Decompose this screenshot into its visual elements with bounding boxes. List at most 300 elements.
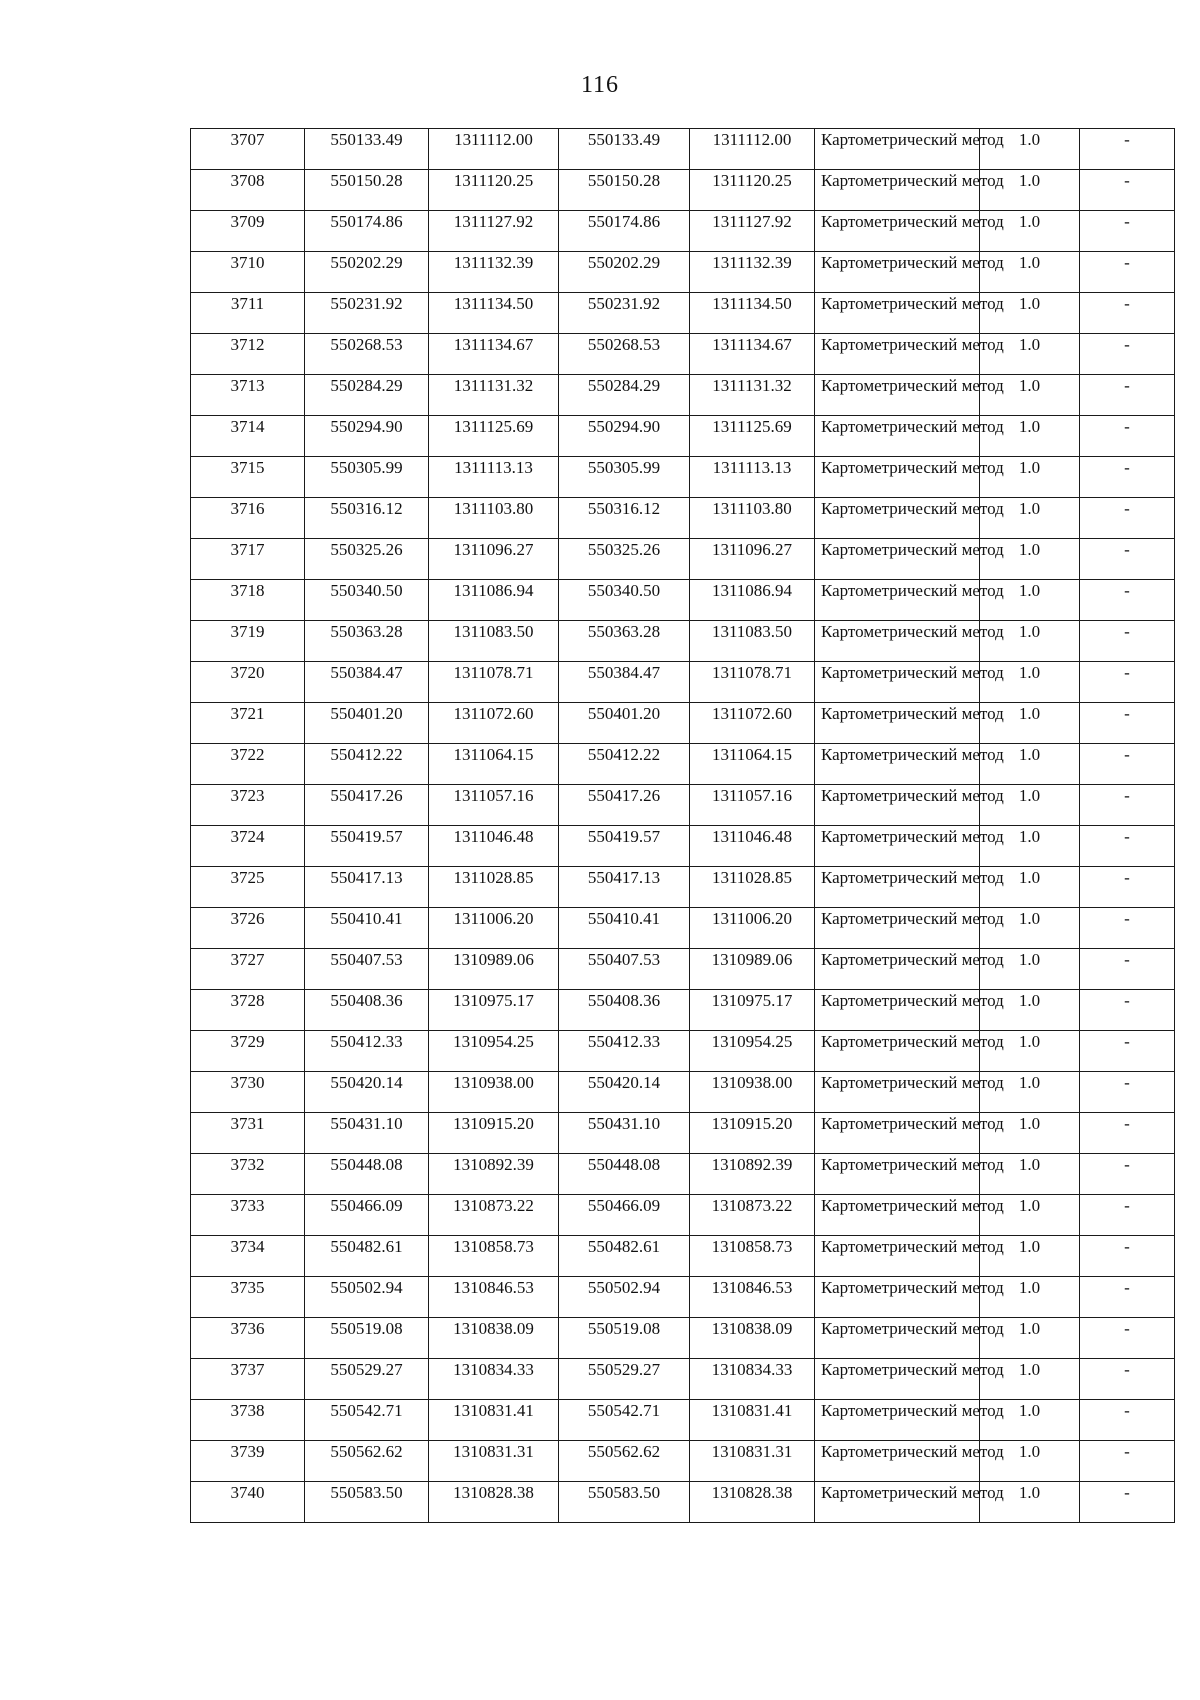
- table-row: [191, 662, 1175, 703]
- accuracy-cell: 1.0: [980, 1154, 1080, 1195]
- accuracy-cell: 1.0: [980, 1359, 1080, 1400]
- method-cell: Картометрический метод: [815, 621, 980, 662]
- x-coordinate-new-cell: 550519.08: [559, 1318, 690, 1359]
- x-coordinate-new-cell: 550412.33: [559, 1031, 690, 1072]
- y-coordinate-cell: 1311113.13: [429, 457, 559, 498]
- coordinates-table: [190, 128, 1175, 1523]
- x-coordinate-cell: 550231.92: [305, 293, 429, 334]
- method-cell: Картометрический метод: [815, 1359, 980, 1400]
- note-cell: -: [1080, 1031, 1175, 1072]
- point-number-cell: 3727: [191, 949, 305, 990]
- y-coordinate-new-cell: 1310831.31: [690, 1441, 815, 1482]
- note-cell: -: [1080, 1359, 1175, 1400]
- accuracy-cell: 1.0: [980, 457, 1080, 498]
- accuracy-cell: 1.0: [980, 416, 1080, 457]
- x-coordinate-cell: 550133.49: [305, 129, 429, 170]
- x-coordinate-cell: 550482.61: [305, 1236, 429, 1277]
- note-cell: -: [1080, 293, 1175, 334]
- note-cell: -: [1080, 1482, 1175, 1523]
- method-cell: Картометрический метод: [815, 252, 980, 293]
- x-coordinate-cell: 550294.90: [305, 416, 429, 457]
- table-row: [191, 1441, 1175, 1482]
- accuracy-cell: 1.0: [980, 867, 1080, 908]
- point-number-cell: 3712: [191, 334, 305, 375]
- y-coordinate-new-cell: 1311078.71: [690, 662, 815, 703]
- y-coordinate-new-cell: 1311006.20: [690, 908, 815, 949]
- y-coordinate-new-cell: 1311096.27: [690, 539, 815, 580]
- method-cell: Картометрический метод: [815, 1072, 980, 1113]
- x-coordinate-new-cell: 550231.92: [559, 293, 690, 334]
- y-coordinate-new-cell: 1310892.39: [690, 1154, 815, 1195]
- y-coordinate-cell: 1311028.85: [429, 867, 559, 908]
- point-number-cell: 3740: [191, 1482, 305, 1523]
- x-coordinate-cell: 550419.57: [305, 826, 429, 867]
- x-coordinate-cell: 550431.10: [305, 1113, 429, 1154]
- y-coordinate-cell: 1311078.71: [429, 662, 559, 703]
- point-number-cell: 3733: [191, 1195, 305, 1236]
- table-row: [191, 129, 1175, 170]
- accuracy-cell: 1.0: [980, 252, 1080, 293]
- point-number-cell: 3731: [191, 1113, 305, 1154]
- x-coordinate-new-cell: 550417.26: [559, 785, 690, 826]
- method-cell: Картометрический метод: [815, 539, 980, 580]
- x-coordinate-new-cell: 550417.13: [559, 867, 690, 908]
- y-coordinate-cell: 1310846.53: [429, 1277, 559, 1318]
- table-row: [191, 252, 1175, 293]
- accuracy-cell: 1.0: [980, 662, 1080, 703]
- x-coordinate-new-cell: 550325.26: [559, 539, 690, 580]
- y-coordinate-cell: 1311112.00: [429, 129, 559, 170]
- x-coordinate-cell: 550340.50: [305, 580, 429, 621]
- table-row: [191, 1195, 1175, 1236]
- point-number-cell: 3737: [191, 1359, 305, 1400]
- note-cell: -: [1080, 1277, 1175, 1318]
- accuracy-cell: 1.0: [980, 211, 1080, 252]
- method-cell: Картометрический метод: [815, 867, 980, 908]
- note-cell: -: [1080, 785, 1175, 826]
- accuracy-cell: 1.0: [980, 580, 1080, 621]
- y-coordinate-new-cell: 1310838.09: [690, 1318, 815, 1359]
- method-cell: Картометрический метод: [815, 457, 980, 498]
- y-coordinate-cell: 1310975.17: [429, 990, 559, 1031]
- accuracy-cell: 1.0: [980, 1195, 1080, 1236]
- method-cell: Картометрический метод: [815, 416, 980, 457]
- y-coordinate-new-cell: 1311028.85: [690, 867, 815, 908]
- y-coordinate-new-cell: 1311125.69: [690, 416, 815, 457]
- x-coordinate-cell: 550316.12: [305, 498, 429, 539]
- method-cell: Картометрический метод: [815, 826, 980, 867]
- note-cell: -: [1080, 457, 1175, 498]
- note-cell: -: [1080, 1236, 1175, 1277]
- x-coordinate-new-cell: 550384.47: [559, 662, 690, 703]
- method-cell: Картометрический метод: [815, 1277, 980, 1318]
- table-row: [191, 621, 1175, 662]
- accuracy-cell: 1.0: [980, 293, 1080, 334]
- x-coordinate-new-cell: 550407.53: [559, 949, 690, 990]
- x-coordinate-new-cell: 550410.41: [559, 908, 690, 949]
- accuracy-cell: 1.0: [980, 539, 1080, 580]
- point-number-cell: 3716: [191, 498, 305, 539]
- y-coordinate-new-cell: 1311072.60: [690, 703, 815, 744]
- point-number-cell: 3709: [191, 211, 305, 252]
- point-number-cell: 3720: [191, 662, 305, 703]
- y-coordinate-new-cell: 1310954.25: [690, 1031, 815, 1072]
- point-number-cell: 3710: [191, 252, 305, 293]
- y-coordinate-new-cell: 1310938.00: [690, 1072, 815, 1113]
- note-cell: -: [1080, 375, 1175, 416]
- accuracy-cell: 1.0: [980, 1318, 1080, 1359]
- y-coordinate-cell: 1310858.73: [429, 1236, 559, 1277]
- y-coordinate-new-cell: 1311120.25: [690, 170, 815, 211]
- point-number-cell: 3714: [191, 416, 305, 457]
- y-coordinate-new-cell: 1311083.50: [690, 621, 815, 662]
- x-coordinate-new-cell: 550305.99: [559, 457, 690, 498]
- note-cell: -: [1080, 1195, 1175, 1236]
- x-coordinate-new-cell: 550412.22: [559, 744, 690, 785]
- point-number-cell: 3739: [191, 1441, 305, 1482]
- note-cell: -: [1080, 1113, 1175, 1154]
- method-cell: Картометрический метод: [815, 580, 980, 621]
- table-row: [191, 990, 1175, 1031]
- y-coordinate-cell: 1311006.20: [429, 908, 559, 949]
- x-coordinate-cell: 550542.71: [305, 1400, 429, 1441]
- note-cell: -: [1080, 826, 1175, 867]
- x-coordinate-cell: 550150.28: [305, 170, 429, 211]
- x-coordinate-cell: 550363.28: [305, 621, 429, 662]
- method-cell: Картометрический метод: [815, 990, 980, 1031]
- note-cell: -: [1080, 129, 1175, 170]
- x-coordinate-cell: 550583.50: [305, 1482, 429, 1523]
- point-number-cell: 3708: [191, 170, 305, 211]
- y-coordinate-new-cell: 1310858.73: [690, 1236, 815, 1277]
- point-number-cell: 3713: [191, 375, 305, 416]
- table-row: [191, 1400, 1175, 1441]
- method-cell: Картометрический метод: [815, 1113, 980, 1154]
- method-cell: Картометрический метод: [815, 1195, 980, 1236]
- x-coordinate-cell: 550174.86: [305, 211, 429, 252]
- y-coordinate-cell: 1311134.67: [429, 334, 559, 375]
- accuracy-cell: 1.0: [980, 785, 1080, 826]
- y-coordinate-new-cell: 1310834.33: [690, 1359, 815, 1400]
- point-number-cell: 3734: [191, 1236, 305, 1277]
- method-cell: Картометрический метод: [815, 1318, 980, 1359]
- y-coordinate-new-cell: 1310975.17: [690, 990, 815, 1031]
- y-coordinate-new-cell: 1310828.38: [690, 1482, 815, 1523]
- note-cell: -: [1080, 252, 1175, 293]
- table-row: [191, 1072, 1175, 1113]
- table-row: [191, 744, 1175, 785]
- x-coordinate-cell: 550466.09: [305, 1195, 429, 1236]
- y-coordinate-new-cell: 1310915.20: [690, 1113, 815, 1154]
- note-cell: -: [1080, 703, 1175, 744]
- x-coordinate-new-cell: 550466.09: [559, 1195, 690, 1236]
- method-cell: Картометрический метод: [815, 1236, 980, 1277]
- accuracy-cell: 1.0: [980, 949, 1080, 990]
- method-cell: Картометрический метод: [815, 703, 980, 744]
- y-coordinate-cell: 1310831.41: [429, 1400, 559, 1441]
- table-row: [191, 375, 1175, 416]
- x-coordinate-cell: 550268.53: [305, 334, 429, 375]
- method-cell: Картометрический метод: [815, 785, 980, 826]
- method-cell: Картометрический метод: [815, 949, 980, 990]
- accuracy-cell: 1.0: [980, 498, 1080, 539]
- table-row: [191, 703, 1175, 744]
- method-cell: Картометрический метод: [815, 1400, 980, 1441]
- method-cell: Картометрический метод: [815, 170, 980, 211]
- note-cell: -: [1080, 1318, 1175, 1359]
- point-number-cell: 3717: [191, 539, 305, 580]
- x-coordinate-new-cell: 550133.49: [559, 129, 690, 170]
- table-row: [191, 826, 1175, 867]
- point-number-cell: 3736: [191, 1318, 305, 1359]
- y-coordinate-cell: 1311131.32: [429, 375, 559, 416]
- note-cell: -: [1080, 867, 1175, 908]
- table-row: [191, 867, 1175, 908]
- method-cell: Картометрический метод: [815, 498, 980, 539]
- y-coordinate-new-cell: 1311131.32: [690, 375, 815, 416]
- y-coordinate-cell: 1310828.38: [429, 1482, 559, 1523]
- y-coordinate-cell: 1311134.50: [429, 293, 559, 334]
- accuracy-cell: 1.0: [980, 1113, 1080, 1154]
- x-coordinate-new-cell: 550284.29: [559, 375, 690, 416]
- x-coordinate-cell: 550284.29: [305, 375, 429, 416]
- x-coordinate-new-cell: 550420.14: [559, 1072, 690, 1113]
- x-coordinate-cell: 550412.22: [305, 744, 429, 785]
- point-number-cell: 3725: [191, 867, 305, 908]
- table-row: [191, 1236, 1175, 1277]
- y-coordinate-new-cell: 1311127.92: [690, 211, 815, 252]
- note-cell: -: [1080, 334, 1175, 375]
- table-row: [191, 785, 1175, 826]
- y-coordinate-new-cell: 1311134.50: [690, 293, 815, 334]
- y-coordinate-cell: 1310838.09: [429, 1318, 559, 1359]
- x-coordinate-new-cell: 550340.50: [559, 580, 690, 621]
- y-coordinate-cell: 1311046.48: [429, 826, 559, 867]
- note-cell: -: [1080, 621, 1175, 662]
- table-row: [191, 1359, 1175, 1400]
- x-coordinate-new-cell: 550294.90: [559, 416, 690, 457]
- x-coordinate-cell: 550562.62: [305, 1441, 429, 1482]
- y-coordinate-new-cell: 1311132.39: [690, 252, 815, 293]
- x-coordinate-cell: 550401.20: [305, 703, 429, 744]
- x-coordinate-cell: 550407.53: [305, 949, 429, 990]
- point-number-cell: 3728: [191, 990, 305, 1031]
- note-cell: -: [1080, 170, 1175, 211]
- point-number-cell: 3735: [191, 1277, 305, 1318]
- x-coordinate-cell: 550412.33: [305, 1031, 429, 1072]
- point-number-cell: 3719: [191, 621, 305, 662]
- y-coordinate-cell: 1311064.15: [429, 744, 559, 785]
- x-coordinate-cell: 550519.08: [305, 1318, 429, 1359]
- x-coordinate-cell: 550502.94: [305, 1277, 429, 1318]
- point-number-cell: 3715: [191, 457, 305, 498]
- y-coordinate-new-cell: 1311046.48: [690, 826, 815, 867]
- accuracy-cell: 1.0: [980, 990, 1080, 1031]
- x-coordinate-new-cell: 550401.20: [559, 703, 690, 744]
- accuracy-cell: 1.0: [980, 621, 1080, 662]
- y-coordinate-cell: 1310831.31: [429, 1441, 559, 1482]
- method-cell: Картометрический метод: [815, 1482, 980, 1523]
- accuracy-cell: 1.0: [980, 1482, 1080, 1523]
- note-cell: -: [1080, 1154, 1175, 1195]
- note-cell: -: [1080, 744, 1175, 785]
- accuracy-cell: 1.0: [980, 170, 1080, 211]
- point-number-cell: 3722: [191, 744, 305, 785]
- point-number-cell: 3732: [191, 1154, 305, 1195]
- table-row: [191, 1277, 1175, 1318]
- table-body: [191, 129, 1175, 1523]
- table-row: [191, 416, 1175, 457]
- x-coordinate-new-cell: 550431.10: [559, 1113, 690, 1154]
- x-coordinate-cell: 550529.27: [305, 1359, 429, 1400]
- y-coordinate-cell: 1311083.50: [429, 621, 559, 662]
- y-coordinate-new-cell: 1311112.00: [690, 129, 815, 170]
- x-coordinate-new-cell: 550502.94: [559, 1277, 690, 1318]
- y-coordinate-cell: 1310873.22: [429, 1195, 559, 1236]
- table-row: [191, 1154, 1175, 1195]
- y-coordinate-cell: 1311057.16: [429, 785, 559, 826]
- method-cell: Картометрический метод: [815, 293, 980, 334]
- table-row: [191, 1482, 1175, 1523]
- method-cell: Картометрический метод: [815, 375, 980, 416]
- accuracy-cell: 1.0: [980, 908, 1080, 949]
- note-cell: -: [1080, 908, 1175, 949]
- y-coordinate-new-cell: 1311134.67: [690, 334, 815, 375]
- method-cell: Картометрический метод: [815, 1031, 980, 1072]
- y-coordinate-new-cell: 1310831.41: [690, 1400, 815, 1441]
- accuracy-cell: 1.0: [980, 744, 1080, 785]
- y-coordinate-cell: 1311127.92: [429, 211, 559, 252]
- point-number-cell: 3711: [191, 293, 305, 334]
- x-coordinate-cell: 550408.36: [305, 990, 429, 1031]
- method-cell: Картометрический метод: [815, 211, 980, 252]
- point-number-cell: 3718: [191, 580, 305, 621]
- x-coordinate-new-cell: 550150.28: [559, 170, 690, 211]
- point-number-cell: 3724: [191, 826, 305, 867]
- x-coordinate-cell: 550325.26: [305, 539, 429, 580]
- accuracy-cell: 1.0: [980, 826, 1080, 867]
- x-coordinate-cell: 550420.14: [305, 1072, 429, 1113]
- point-number-cell: 3729: [191, 1031, 305, 1072]
- x-coordinate-cell: 550417.26: [305, 785, 429, 826]
- point-number-cell: 3721: [191, 703, 305, 744]
- table-row: [191, 293, 1175, 334]
- table-row: [191, 211, 1175, 252]
- x-coordinate-new-cell: 550268.53: [559, 334, 690, 375]
- point-number-cell: 3738: [191, 1400, 305, 1441]
- note-cell: -: [1080, 416, 1175, 457]
- y-coordinate-new-cell: 1311086.94: [690, 580, 815, 621]
- accuracy-cell: 1.0: [980, 1277, 1080, 1318]
- table-row: [191, 539, 1175, 580]
- table-row: [191, 334, 1175, 375]
- method-cell: Картометрический метод: [815, 744, 980, 785]
- point-number-cell: 3723: [191, 785, 305, 826]
- table-row: [191, 949, 1175, 990]
- accuracy-cell: 1.0: [980, 1441, 1080, 1482]
- method-cell: Картометрический метод: [815, 1154, 980, 1195]
- note-cell: -: [1080, 498, 1175, 539]
- note-cell: -: [1080, 1441, 1175, 1482]
- note-cell: -: [1080, 1400, 1175, 1441]
- x-coordinate-new-cell: 550583.50: [559, 1482, 690, 1523]
- method-cell: Картометрический метод: [815, 662, 980, 703]
- x-coordinate-new-cell: 550529.27: [559, 1359, 690, 1400]
- table-row: [191, 457, 1175, 498]
- y-coordinate-cell: 1311096.27: [429, 539, 559, 580]
- accuracy-cell: 1.0: [980, 1072, 1080, 1113]
- method-cell: Картометрический метод: [815, 129, 980, 170]
- x-coordinate-new-cell: 550316.12: [559, 498, 690, 539]
- x-coordinate-cell: 550202.29: [305, 252, 429, 293]
- point-number-cell: 3726: [191, 908, 305, 949]
- x-coordinate-new-cell: 550448.08: [559, 1154, 690, 1195]
- x-coordinate-new-cell: 550542.71: [559, 1400, 690, 1441]
- x-coordinate-cell: 550417.13: [305, 867, 429, 908]
- accuracy-cell: 1.0: [980, 703, 1080, 744]
- note-cell: -: [1080, 539, 1175, 580]
- table-row: [191, 908, 1175, 949]
- y-coordinate-cell: 1310834.33: [429, 1359, 559, 1400]
- table-row: [191, 170, 1175, 211]
- note-cell: -: [1080, 662, 1175, 703]
- x-coordinate-new-cell: 550202.29: [559, 252, 690, 293]
- y-coordinate-cell: 1310915.20: [429, 1113, 559, 1154]
- x-coordinate-cell: 550384.47: [305, 662, 429, 703]
- y-coordinate-cell: 1310892.39: [429, 1154, 559, 1195]
- x-coordinate-new-cell: 550408.36: [559, 990, 690, 1031]
- y-coordinate-new-cell: 1311064.15: [690, 744, 815, 785]
- method-cell: Картометрический метод: [815, 1441, 980, 1482]
- table-row: [191, 1318, 1175, 1359]
- y-coordinate-new-cell: 1310873.22: [690, 1195, 815, 1236]
- x-coordinate-cell: 550305.99: [305, 457, 429, 498]
- method-cell: Картометрический метод: [815, 908, 980, 949]
- note-cell: -: [1080, 1072, 1175, 1113]
- accuracy-cell: 1.0: [980, 334, 1080, 375]
- method-cell: Картометрический метод: [815, 334, 980, 375]
- table-row: [191, 1031, 1175, 1072]
- x-coordinate-new-cell: 550419.57: [559, 826, 690, 867]
- note-cell: -: [1080, 990, 1175, 1031]
- note-cell: -: [1080, 580, 1175, 621]
- table-row: [191, 498, 1175, 539]
- point-number-cell: 3730: [191, 1072, 305, 1113]
- accuracy-cell: 1.0: [980, 1236, 1080, 1277]
- note-cell: -: [1080, 211, 1175, 252]
- y-coordinate-cell: 1310938.00: [429, 1072, 559, 1113]
- x-coordinate-cell: 550410.41: [305, 908, 429, 949]
- y-coordinate-cell: 1311072.60: [429, 703, 559, 744]
- page-number: 116: [580, 72, 620, 98]
- table-row: [191, 580, 1175, 621]
- accuracy-cell: 1.0: [980, 375, 1080, 416]
- x-coordinate-new-cell: 550363.28: [559, 621, 690, 662]
- y-coordinate-new-cell: 1311113.13: [690, 457, 815, 498]
- y-coordinate-cell: 1311125.69: [429, 416, 559, 457]
- y-coordinate-new-cell: 1311057.16: [690, 785, 815, 826]
- x-coordinate-cell: 550448.08: [305, 1154, 429, 1195]
- y-coordinate-cell: 1311132.39: [429, 252, 559, 293]
- x-coordinate-new-cell: 550482.61: [559, 1236, 690, 1277]
- y-coordinate-new-cell: 1310989.06: [690, 949, 815, 990]
- y-coordinate-cell: 1311120.25: [429, 170, 559, 211]
- accuracy-cell: 1.0: [980, 1031, 1080, 1072]
- x-coordinate-new-cell: 550562.62: [559, 1441, 690, 1482]
- accuracy-cell: 1.0: [980, 1400, 1080, 1441]
- y-coordinate-cell: 1311103.80: [429, 498, 559, 539]
- y-coordinate-cell: 1310954.25: [429, 1031, 559, 1072]
